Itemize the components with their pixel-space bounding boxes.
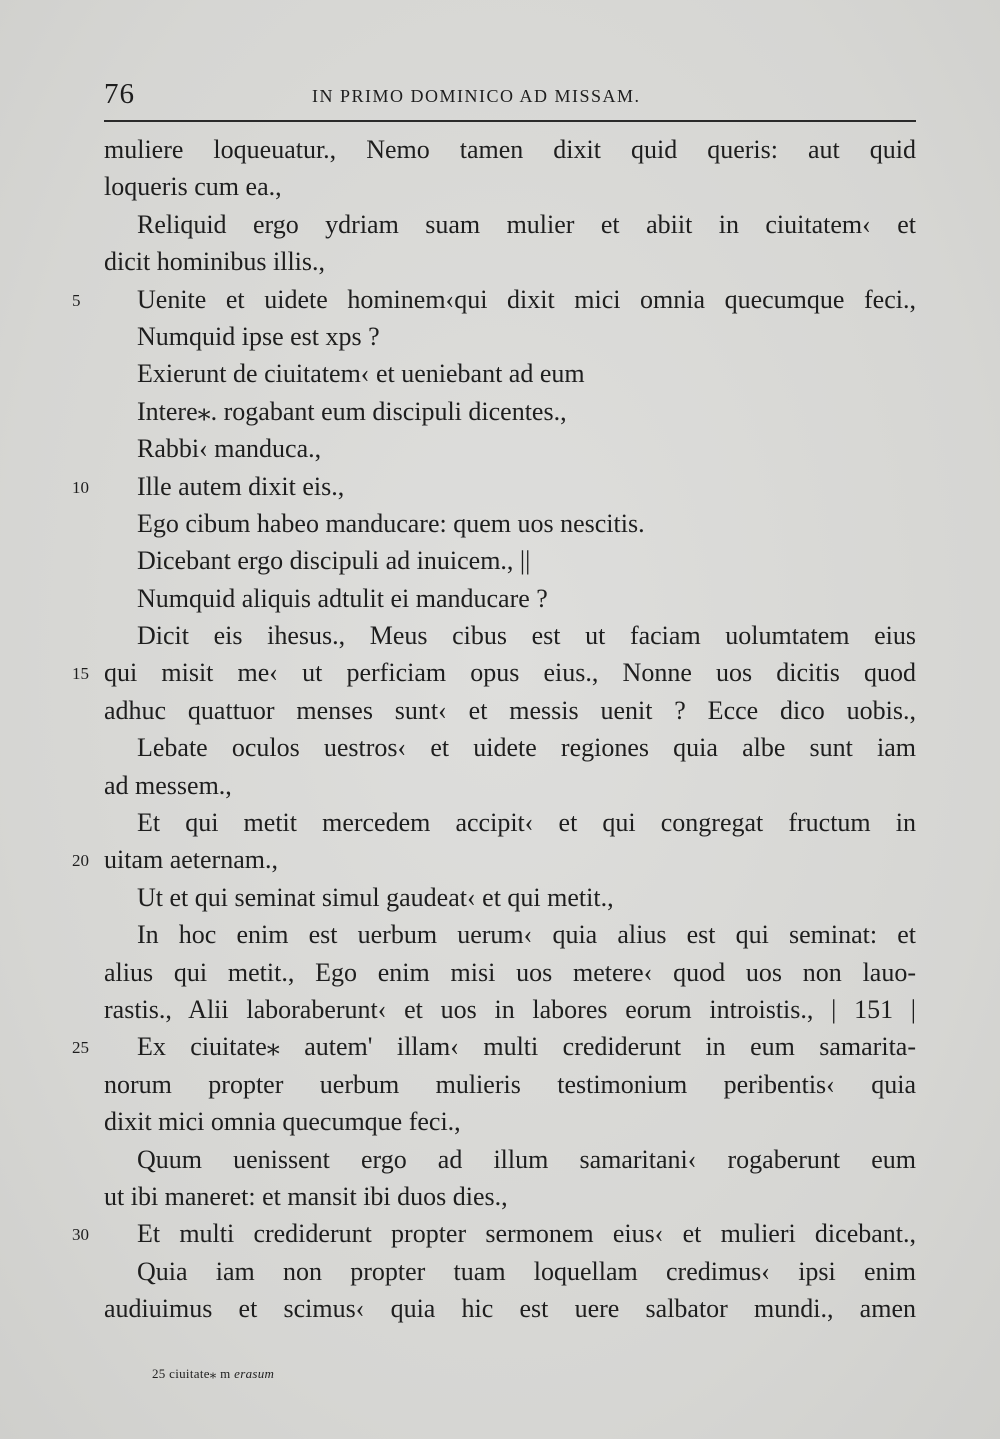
text-line: [104, 168, 916, 205]
line-text: loqueris cum ea.,: [104, 172, 282, 202]
text-line: [104, 1066, 916, 1103]
text-line: [104, 206, 916, 243]
line-text: muliere loqueuatur., Nemo tamen dixit quid queris: aut quid: [104, 135, 916, 164]
text-line: [104, 393, 916, 430]
text-line: [104, 1290, 916, 1327]
footnote-italic: erasum: [234, 1366, 275, 1381]
text-line: [72, 1215, 916, 1252]
text-line: [72, 1028, 916, 1065]
text-line: [104, 355, 916, 392]
line-text: qui misit me‹ ut perficiam opus eius., Nonne uos dicitis quod: [104, 658, 916, 688]
text-line: [72, 281, 916, 318]
line-number: 10: [72, 477, 89, 497]
latin-text-body: [72, 131, 916, 1328]
line-text: adhuc quattuor menses sunt‹ et messis uenit ? Ecce dico uobis.,: [104, 695, 916, 725]
line-text: Ego cibum habeo manducare: quem uos nescitis.: [137, 508, 645, 538]
line-text: audiuimus et scimus‹ quia hic est uere salbator mundi., amen: [104, 1294, 916, 1324]
line-text: Ille autem dixit eis.,: [137, 471, 345, 501]
line-text: Ut et qui seminat simul gaudeat‹ et qui metit.,: [137, 882, 614, 912]
line-text: Et qui metit mercedem accipit‹ et qui congregat fructum in: [137, 808, 916, 838]
line-number: 20: [72, 851, 89, 871]
text-line: [72, 468, 916, 505]
text-line: [104, 692, 916, 729]
line-text: rastis., Alii laboraberunt‹ et uos in labores eorum introistis., | 151 |: [104, 994, 916, 1024]
line-text: In hoc enim est uerbum uerum‹ quia alius est qui seminat: et: [137, 920, 916, 950]
line-text: Ex ciuitate⁎ autem' illam‹ multi crediderunt in eum samarita-: [137, 1032, 916, 1062]
line-number: 25: [72, 1038, 89, 1058]
header-rule: [104, 120, 916, 122]
text-line: [104, 729, 916, 766]
text-line: [104, 991, 916, 1028]
text-line: [104, 542, 916, 579]
line-text: Quia iam non propter tuam loquellam credimus‹ ipsi enim: [137, 1256, 916, 1286]
line-text: alius qui metit., Ego enim misi uos metere‹ quod uos non lauo-: [104, 957, 916, 987]
line-text: ut ibi maneret: et mansit ibi duos dies.,: [104, 1181, 508, 1211]
text-line: [104, 131, 916, 168]
line-text: Intere⁎. rogabant eum discipuli dicentes.,: [137, 396, 567, 426]
text-line: [104, 1253, 916, 1290]
line-number: 5: [72, 290, 81, 310]
text-line: [104, 1141, 916, 1178]
line-text: Reliquid ergo ydriam suam mulier et abiit in ciuitatem‹ et: [137, 209, 916, 239]
line-text: Quum uenissent ergo ad illum samaritani‹ rogaberunt eum: [137, 1144, 916, 1174]
line-text: ad messem.,: [104, 770, 232, 800]
page-header: [104, 78, 916, 118]
line-text: Et multi crediderunt propter sermonem eius‹ et mulieri dicebant.,: [137, 1219, 916, 1249]
line-text: norum propter uerbum mulieris testimonium peribentis‹ quia: [104, 1069, 916, 1099]
text-line: [104, 580, 916, 617]
line-number: 30: [72, 1225, 89, 1245]
text-line: [104, 804, 916, 841]
line-text: uitam aeternam.,: [104, 845, 278, 875]
text-line: [104, 954, 916, 991]
line-text: Numquid aliquis adtulit ei manducare ?: [137, 583, 548, 613]
line-number: 15: [72, 664, 89, 684]
text-line: [104, 430, 916, 467]
line-text: Rabbi‹ manduca.,: [137, 434, 322, 464]
line-text: dixit mici omnia quecumque feci.,: [104, 1107, 461, 1137]
text-line: [104, 318, 916, 355]
text-line: [104, 1103, 916, 1140]
line-text: Lebate oculos uestros‹ et uidete regiones quia albe sunt iam: [137, 733, 916, 763]
footnote-text: 25 ciuitate⁎ m: [152, 1366, 231, 1381]
running-title: IN PRIMO DOMINICO AD MISSAM.: [312, 86, 641, 106]
line-text: Dicit eis ihesus., Meus cibus est ut faciam uolumtatem eius: [137, 621, 916, 651]
text-line: [104, 505, 916, 542]
line-text: Dicebant ergo discipuli ad inuicem., ||: [137, 546, 531, 576]
footnote: [152, 1366, 274, 1382]
text-line: [104, 1178, 916, 1215]
text-line: [72, 654, 916, 691]
text-line: [104, 916, 916, 953]
text-line: [72, 841, 916, 878]
text-line: [104, 617, 916, 654]
text-line: [104, 243, 916, 280]
text-line: [104, 767, 916, 804]
text-line: [104, 879, 916, 916]
line-text: Numquid ipse est xps ?: [137, 321, 380, 351]
line-text: dicit hominibus illis.,: [104, 247, 326, 277]
page-number: 76: [104, 78, 135, 110]
line-text: Uenite et uidete hominem‹qui dixit mici omnia quecumque feci.,: [137, 284, 916, 314]
line-text: Exierunt de ciuitatem‹ et ueniebant ad eum: [137, 359, 585, 389]
